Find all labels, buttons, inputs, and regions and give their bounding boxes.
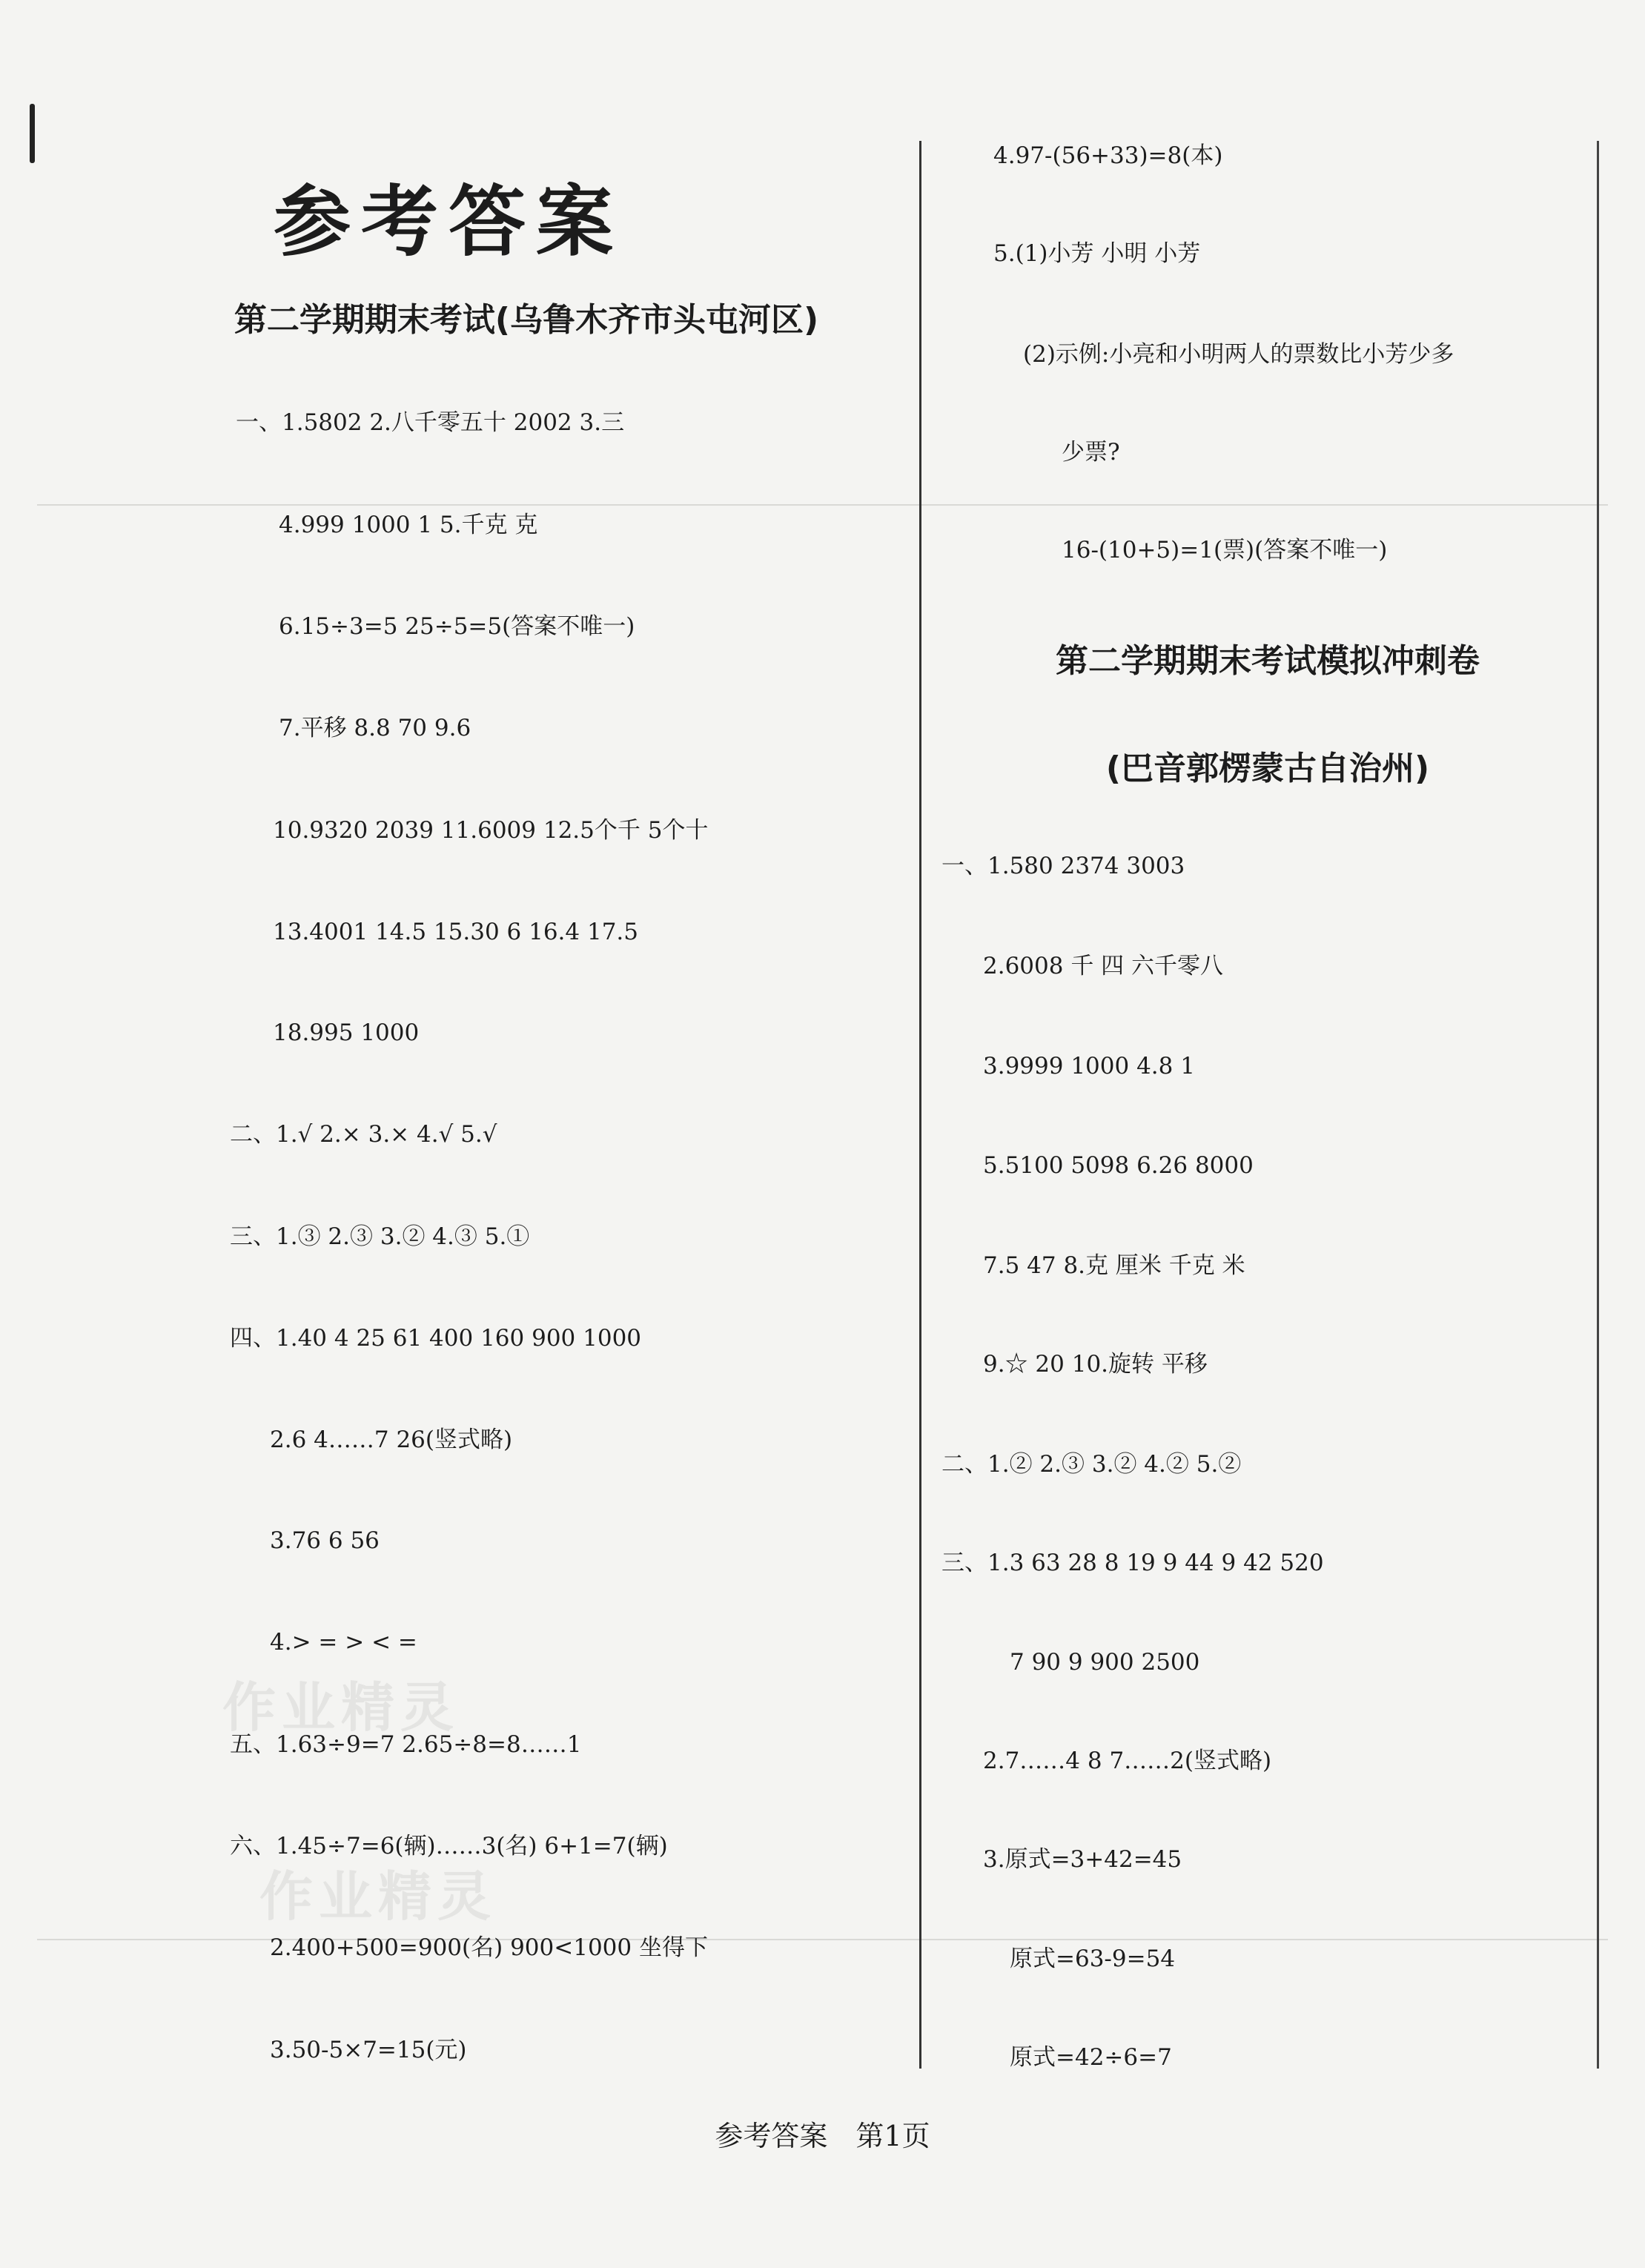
answer-line: 2.6008 千 四 六千零八 [983, 953, 1224, 979]
answer-line: (2)示例:小亮和小明两人的票数比小芳少多 [1023, 341, 1454, 368]
answer-line: 四、1.40 4 25 61 400 160 900 1000 [230, 1325, 642, 1352]
answer-line: 5.5100 5098 6.26 8000 [983, 1152, 1254, 1179]
page-footer: 参考答案 第1页 [715, 2120, 930, 2152]
answer-line: 一、1.5802 2.八千零五十 2002 3.三 [236, 409, 625, 436]
answer-line: 4.97-(56+33)=8(本) [993, 142, 1223, 169]
answer-line: 2.6 4……7 26(竖式略) [270, 1426, 513, 1453]
answer-line: 3.原式=3+42=45 [983, 1846, 1182, 1873]
answer-line: 2.400+500=900(名) 900<1000 坐得下 [270, 1934, 708, 1961]
answer-line: 六、1.45÷7=6(辆)……3(名) 6+1=7(辆) [230, 1833, 668, 1859]
answer-line: 5.(1)小芳 小明 小芳 [993, 240, 1201, 267]
answer-line: 16-(10+5)=1(票)(答案不唯一) [1062, 537, 1388, 563]
answer-line: 7 90 9 900 2500 [1010, 1649, 1200, 1676]
answer-line: 10.9320 2039 11.6009 12.5个千 5个十 [273, 817, 709, 844]
answer-line: 三、1.③ 2.③ 3.② 4.③ 5.① [230, 1223, 530, 1250]
answer-line: 18.995 1000 [273, 1019, 420, 1046]
page-title: 参考答案 [273, 176, 623, 267]
answer-line: 4.999 1000 1 5.千克 克 [279, 512, 538, 538]
answer-line: 3.76 6 56 [270, 1527, 380, 1554]
column-divider [919, 141, 921, 2069]
answer-line: 4.> = > < = [270, 1629, 417, 1656]
answer-line: 一、1.580 2374 3003 [941, 853, 1185, 879]
answer-line: 9.☆ 20 10.旋转 平移 [983, 1351, 1208, 1378]
left-section-title: 第二学期期末考试(乌鲁木齐市头屯河区) [234, 301, 819, 339]
right-section-title: 第二学期期末考试模拟冲刺卷 [1056, 642, 1480, 680]
binding-mark [30, 104, 35, 163]
answer-line: 原式=42÷6=7 [1010, 2044, 1172, 2071]
answer-line: 3.50-5×7=15(元) [270, 2037, 467, 2063]
answer-line: 少票? [1062, 439, 1120, 466]
answer-line: 三、1.3 63 28 8 19 9 44 9 42 520 [941, 1550, 1324, 1576]
answer-line: 7.平移 8.8 70 9.6 [279, 715, 471, 741]
answer-line: 7.5 47 8.克 厘米 千克 米 [983, 1252, 1245, 1279]
right-section-subtitle: (巴音郭楞蒙古自治州) [1105, 750, 1430, 787]
answer-line: 2.7……4 8 7……2(竖式略) [983, 1748, 1272, 1774]
right-border [1597, 141, 1599, 2069]
scan-line [37, 504, 1608, 506]
answer-line: 二、1.√ 2.× 3.× 4.√ 5.√ [230, 1121, 497, 1148]
watermark: 作业精灵 [222, 1676, 460, 1739]
answer-line: 6.15÷3=5 25÷5=5(答案不唯一) [279, 613, 635, 640]
answer-line: 五、1.63÷9=7 2.65÷8=8……1 [230, 1731, 582, 1758]
answer-line: 13.4001 14.5 15.30 6 16.4 17.5 [273, 919, 639, 945]
watermark: 作业精灵 [259, 1865, 497, 1928]
answer-line: 3.9999 1000 4.8 1 [983, 1053, 1195, 1080]
answer-line: 原式=63-9=54 [1010, 1945, 1176, 1972]
answer-line: 二、1.② 2.③ 3.② 4.② 5.② [941, 1451, 1242, 1478]
